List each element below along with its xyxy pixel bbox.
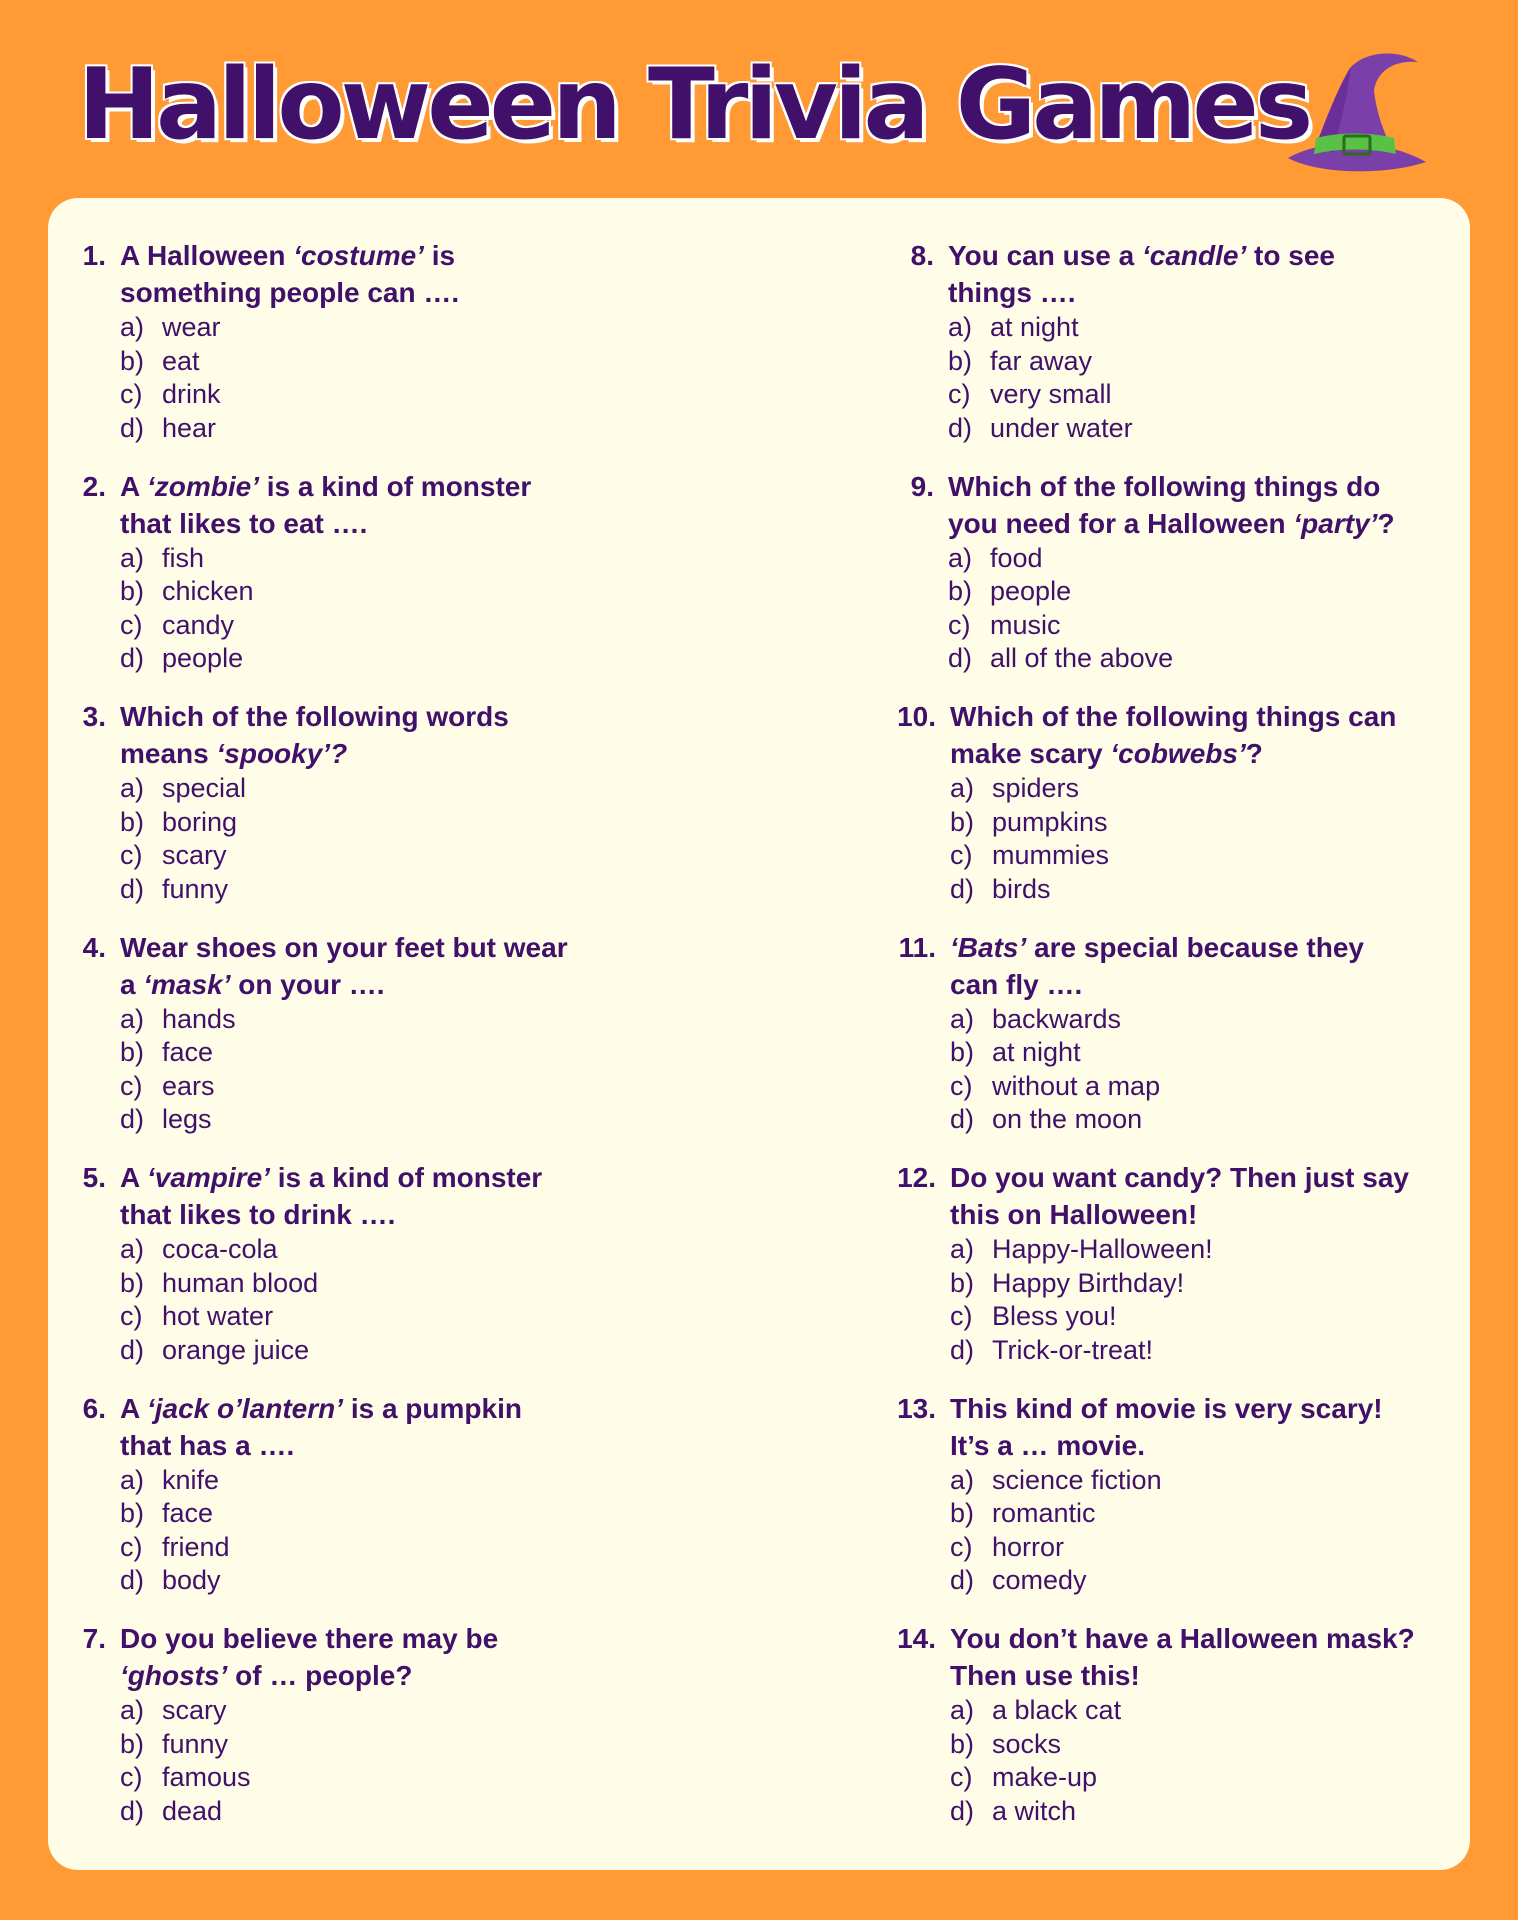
option-b: b) face [120, 1037, 214, 1067]
key-term: ‘party’ [1293, 507, 1378, 539]
option-a: a) wear [120, 312, 221, 342]
key-term: ‘mask’ [143, 968, 231, 1000]
key-term: ‘Bats’ [950, 931, 1027, 963]
option-d: d) body [120, 1565, 221, 1595]
option-b: b) romantic [950, 1498, 1096, 1528]
option-a: a) spiders [950, 773, 1080, 803]
option-c: c) drink [120, 379, 221, 409]
option-c: c) famous [120, 1762, 251, 1792]
question-14 [848, 1620, 1460, 1851]
option-d: d) comedy [950, 1565, 1087, 1595]
option-c: c) scary [120, 840, 227, 870]
option-b: b) boring [120, 806, 238, 837]
key-term: ‘vampire’ [146, 1162, 270, 1193]
option-b: b) Happy Birthday! [950, 1267, 1185, 1298]
option-a: a) special [120, 773, 247, 803]
option-d: d) funny [120, 873, 229, 904]
option-b: b) people [948, 576, 1072, 606]
option-b: b) funny [120, 1728, 229, 1759]
question-text: Which of the following things can make scary ‘cobwebs’? [950, 701, 1397, 769]
option-c: c) Bless you! [950, 1301, 1117, 1331]
option-a: a) food [948, 542, 1043, 573]
option-c: c) candy [120, 609, 235, 640]
question-text: ‘Bats’ are special because they can fly …. [950, 931, 1364, 1000]
question-number: 2. [82, 470, 106, 502]
question-number: 3. [82, 701, 106, 732]
option-b: b) socks [950, 1728, 1062, 1759]
key-term: ‘candle’ [1142, 240, 1247, 271]
question-13 [848, 1390, 1460, 1621]
question-number: 5. [82, 1162, 106, 1193]
question-9 [848, 468, 1460, 699]
option-a: a) at night [948, 312, 1079, 342]
option-d: d) Trick-or-treat! [950, 1334, 1153, 1365]
option-a: a) hands [120, 1003, 236, 1034]
question-12 [848, 1159, 1460, 1390]
question-6 [66, 1390, 746, 1621]
question-text: Which of the following things do you need for a Halloween ‘party’? [948, 470, 1395, 539]
option-a: a) coca-cola [120, 1234, 278, 1264]
question-4 [66, 929, 746, 1160]
option-a: a) a black cat [950, 1695, 1122, 1725]
option-a: a) backwards [950, 1003, 1122, 1034]
question-8 [848, 237, 1460, 468]
option-c: c) very small [948, 379, 1112, 409]
question-text: You don’t have a Halloween mask? Then use this! [950, 1623, 1415, 1691]
option-d: d) legs [120, 1104, 212, 1134]
option-d: d) all of the above [948, 643, 1174, 673]
question-text: Which of the following words means ‘spooky’? [120, 701, 509, 769]
option-c: c) music [948, 609, 1061, 640]
option-c: c) friend [120, 1531, 230, 1562]
option-c: c) make-up [950, 1762, 1098, 1792]
witch-hat-icon [1278, 50, 1428, 180]
question-number: 6. [82, 1392, 106, 1424]
option-d: d) on the moon [950, 1104, 1143, 1134]
question-text: Wear shoes on your feet but wear a ‘mask’ on your …. [120, 931, 568, 1000]
question-text: A ‘jack o’lantern’ is a pumpkin that has a …. [120, 1392, 522, 1461]
option-c: c) hot water [120, 1301, 274, 1331]
right-column [848, 237, 1460, 1851]
question-number: 14. [897, 1623, 936, 1654]
option-a: a) science fiction [950, 1464, 1162, 1495]
question-text: A Halloween ‘costume’ is something people can …. [120, 240, 460, 308]
question-7 [66, 1620, 746, 1851]
key-term: ‘costume’ [293, 240, 424, 271]
question-text: You can use a ‘candle’ to see things …. [948, 240, 1335, 308]
option-d: d) a witch [950, 1795, 1077, 1826]
option-d: d) dead [120, 1795, 223, 1826]
page-title: Halloween Trivia Games [78, 48, 1310, 162]
question-text: A ‘zombie’ is a kind of monster that likes to eat …. [120, 470, 532, 539]
question-text: This kind of movie is very scary! It’s a … movie. [950, 1392, 1383, 1461]
question-11 [848, 929, 1460, 1160]
question-number: 9. [910, 470, 934, 502]
question-1 [66, 237, 746, 468]
option-c: c) horror [950, 1531, 1065, 1562]
question-number: 11. [898, 931, 936, 963]
option-b: b) at night [950, 1037, 1081, 1067]
key-term: ‘spooky’? [216, 738, 348, 769]
option-c: c) without a map [950, 1070, 1161, 1101]
option-c: c) mummies [950, 840, 1110, 870]
question-number: 8. [910, 240, 934, 271]
question-number: 13. [897, 1392, 936, 1424]
option-b: b) chicken [120, 576, 254, 606]
left-column [66, 237, 746, 1851]
question-text: Do you want candy? Then just say this on Halloween! [950, 1162, 1409, 1230]
question-number: 10. [897, 701, 936, 732]
option-b: b) pumpkins [950, 806, 1108, 837]
option-d: d) hear [120, 412, 217, 443]
option-a: a) scary [120, 1695, 227, 1725]
option-a: a) Happy-Halloween! [950, 1234, 1213, 1264]
key-term: ‘ghosts’ [120, 1660, 228, 1691]
option-b: b) human blood [120, 1267, 319, 1298]
option-d: d) under water [948, 412, 1133, 443]
question-5 [66, 1159, 746, 1390]
key-term: ‘zombie’ [146, 470, 259, 502]
option-b: b) far away [948, 345, 1093, 376]
option-a: a) knife [120, 1464, 220, 1495]
question-number: 12. [897, 1162, 936, 1193]
question-text: Do you believe there may be ‘ghosts’ of … people? [120, 1623, 499, 1691]
option-a: a) fish [120, 542, 205, 573]
option-c: c) ears [120, 1070, 215, 1101]
key-term: ‘jack o’lantern’ [146, 1392, 344, 1424]
question-10 [848, 698, 1460, 929]
option-b: b) face [120, 1498, 214, 1528]
question-text: A ‘vampire’ is a kind of monster that likes to drink …. [120, 1162, 543, 1230]
key-term: ‘cobwebs’ [1110, 738, 1246, 769]
question-3 [66, 698, 746, 929]
question-number: 7. [82, 1623, 106, 1654]
question-number: 1. [82, 240, 106, 271]
option-d: d) orange juice [120, 1334, 310, 1365]
option-d: d) birds [950, 873, 1051, 904]
question-2 [66, 468, 746, 699]
option-d: d) people [120, 643, 244, 673]
trivia-card [48, 198, 1470, 1870]
option-b: b) eat [120, 345, 200, 376]
question-number: 4. [82, 931, 106, 963]
